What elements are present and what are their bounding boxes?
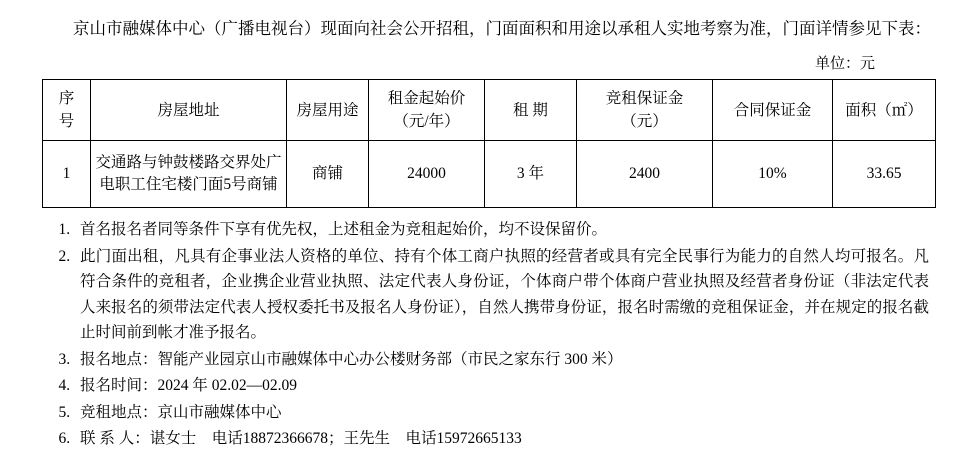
header-line-1: 面积（㎡） xyxy=(845,101,923,119)
list-item: 3. 报名地点：智能产业园京山市融媒体中心办公楼财务部（市民之家东行 300 米） xyxy=(74,347,929,373)
header-line-1: 租金起始价 xyxy=(387,90,466,107)
header-line-1: 房屋用途 xyxy=(296,101,359,119)
cell-contract-deposit: 10% xyxy=(713,141,833,208)
header-cell-area xyxy=(833,80,936,141)
header-cell-contract-deposit xyxy=(713,80,833,141)
header-line-2: 号 xyxy=(58,113,75,130)
cell-use: 商铺 xyxy=(287,141,369,208)
header-cell-deposit xyxy=(577,80,713,141)
table-row xyxy=(43,141,936,208)
cell-price: 24000 xyxy=(369,141,485,208)
list-item: 2. 此门面出租，凡具有企事业法人资格的单位、持有个体工商户执照的经营者或具有完全民事行为能力的自然人均可报名。凡符合条件的竞租者，企业携企业营业执照、法定代表人身份证，个体商户带个体商户营业执照及经营者身份证（非法定代表人来报名的须带法定代表人授权委托书及报名人身份证），自然人携带身份证，报名时需缴的竞租保证金，并在规定的报名截止时间前到帐才准予报名。 xyxy=(74,244,929,346)
header-line-1: 合同保证金 xyxy=(733,101,812,119)
cell-term: 3 年 xyxy=(485,141,577,208)
header-cell-no xyxy=(43,80,91,141)
header-cell-price xyxy=(369,80,485,141)
cell-no: 1 xyxy=(43,141,91,208)
cell-area: 33.65 xyxy=(833,141,936,208)
cell-deposit: 2400 xyxy=(577,141,713,208)
header-line-1: 竞租保证金 xyxy=(605,90,684,107)
header-line-2: （元） xyxy=(621,113,668,130)
header-cell-use xyxy=(287,80,369,141)
list-item: 1. 首名报名者同等条件下享有优先权，上述租金为竞租起始价，均不设保留价。 xyxy=(74,217,929,243)
list-item: 6. 联 系 人：谌女士 电话18872366678；王先生 电话15972665133 xyxy=(74,426,929,452)
unit-label: 单位：元 xyxy=(814,56,875,72)
notes-list xyxy=(18,217,937,452)
list-item: 4. 报名时间：2024 年 02.02—02.09 xyxy=(74,373,929,399)
header-cell-address xyxy=(91,80,287,141)
list-item: 5. 竞租地点：京山市融媒体中心 xyxy=(74,400,929,426)
intro-paragraph: 京山市融媒体中心（广播电视台）现面向社会公开招租，门面面积和用途以承租人实地考察为准，门面详情参见下表： xyxy=(73,19,931,38)
header-line-1: 房屋地址 xyxy=(157,101,220,119)
rent-listing-table xyxy=(42,79,936,208)
cell-address: 交通路与钟鼓楼路交界处广电职工住宅楼门面5号商铺 xyxy=(91,141,287,208)
header-cell-term xyxy=(485,80,577,141)
header-line-2: （元/年） xyxy=(393,113,460,130)
header-line-1: 序 xyxy=(58,90,75,107)
table-header-row xyxy=(43,80,936,141)
header-line-1: 租 期 xyxy=(513,101,548,119)
